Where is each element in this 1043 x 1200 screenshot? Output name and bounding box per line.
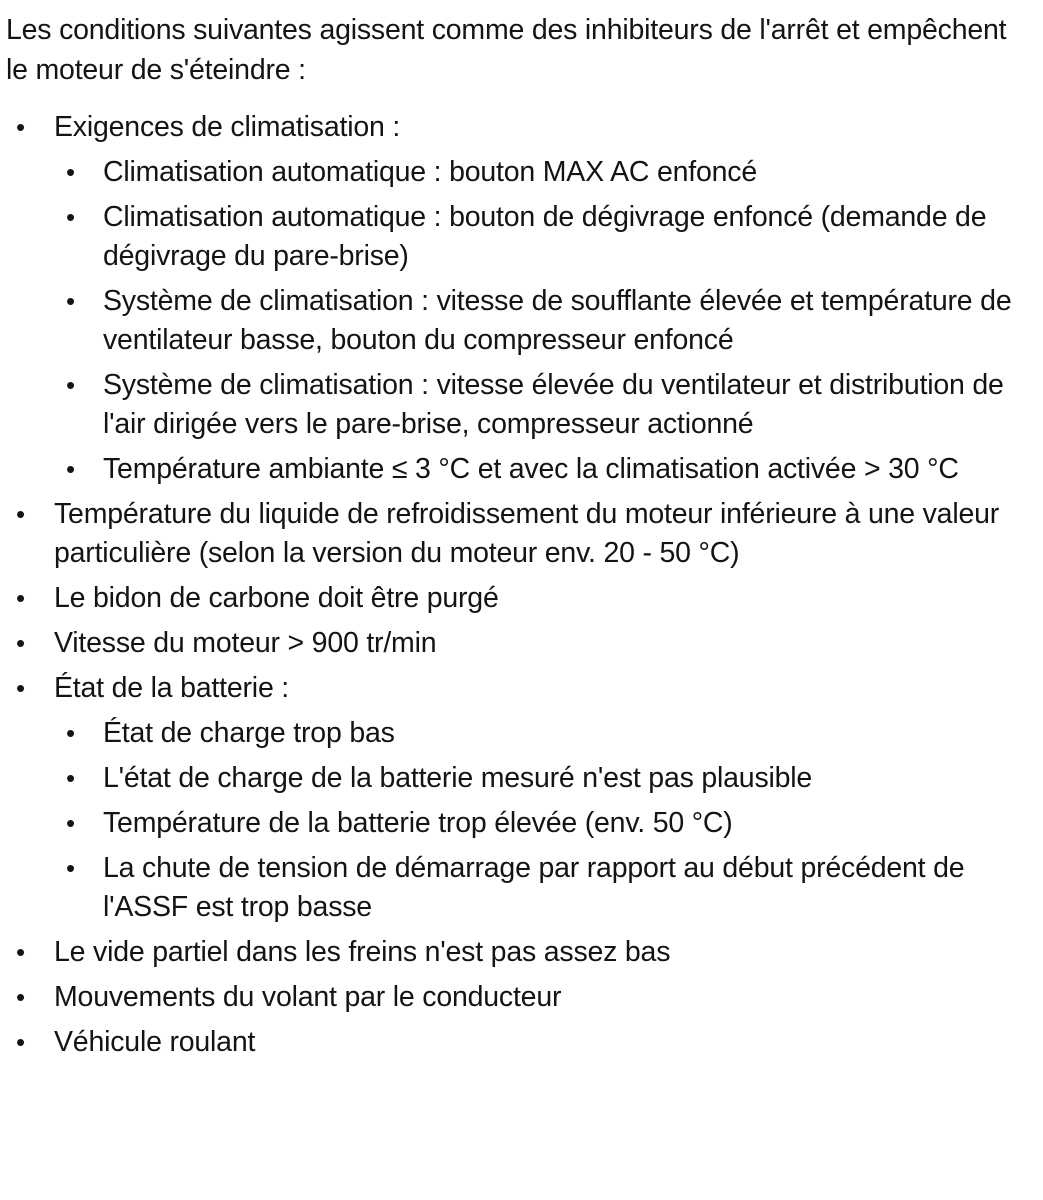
- list-item-text: Température du liquide de refroidissement du moteur inférieure à une valeur particulière (selon la version du moteur env. 20 - 50 °C): [54, 498, 1000, 569]
- list-item-text: État de la batterie :: [54, 672, 290, 704]
- list-item: [0, 579, 1043, 618]
- bullet-icon: •: [16, 628, 25, 658]
- bullet-icon: •: [16, 499, 25, 529]
- list-item-text: Exigences de climatisation :: [54, 111, 401, 143]
- sub-list-item-text: La chute de tension de démarrage par rapport au début précédent de l'ASSF est trop basse: [103, 852, 965, 923]
- sub-list-item-text: Température de la batterie trop élevée (env. 50 °C): [103, 807, 733, 839]
- sub-list-item-text: Température ambiante ≤ 3 °C et avec la climatisation activée > 30 °C: [103, 453, 959, 485]
- list-item: [0, 624, 1043, 663]
- bullet-icon: •: [66, 454, 75, 484]
- sub-list-item-text: Système de climatisation : vitesse élevée du ventilateur et distribution de l'air dirigée vers le pare-brise, compresseur actionné: [103, 369, 1004, 440]
- list-item: [0, 669, 1043, 927]
- list-item-text: Mouvements du volant par le conducteur: [54, 981, 562, 1013]
- sub-list-item-text: Climatisation automatique : bouton MAX AC enfoncé: [103, 156, 757, 188]
- list-item: [0, 495, 1043, 573]
- sub-list: [54, 714, 1043, 927]
- bullet-icon: •: [66, 853, 75, 883]
- sub-list-item-text: État de charge trop bas: [103, 717, 395, 749]
- list-item-text: Le vide partiel dans les freins n'est pas assez bas: [54, 936, 671, 968]
- sub-list-item: [54, 804, 1043, 843]
- bullet-icon: •: [66, 718, 75, 748]
- sub-list-item: [54, 849, 1043, 927]
- list-item-text: Vitesse du moteur > 900 tr/min: [54, 627, 437, 659]
- inhibitor-list: [0, 108, 1043, 1068]
- bullet-icon: •: [66, 763, 75, 793]
- bullet-icon: •: [66, 202, 75, 232]
- sub-list: [54, 153, 1043, 489]
- bullet-icon: •: [16, 937, 25, 967]
- sub-list-item-text: Système de climatisation : vitesse de soufflante élevée et température de ventilateur basse, bouton du compresseur enfoncé: [103, 285, 1012, 356]
- sub-list-item: [54, 450, 1043, 489]
- list-item: [0, 1023, 1043, 1062]
- bullet-icon: •: [66, 286, 75, 316]
- sub-list-item: [54, 282, 1043, 360]
- bullet-icon: •: [66, 157, 75, 187]
- bullet-icon: •: [16, 112, 25, 142]
- sub-list-item-text: Climatisation automatique : bouton de dégivrage enfoncé (demande de dégivrage du pare-brise): [103, 201, 987, 272]
- bullet-icon: •: [16, 583, 25, 613]
- list-item-text: Le bidon de carbone doit être purgé: [54, 582, 499, 614]
- sub-list-item: [54, 366, 1043, 444]
- sub-list-item: [54, 759, 1043, 798]
- sub-list-item-text: L'état de charge de la batterie mesuré n'est pas plausible: [103, 762, 813, 794]
- sub-list-item: [54, 153, 1043, 192]
- bullet-icon: •: [16, 982, 25, 1012]
- intro-paragraph: Les conditions suivantes agissent comme des inhibiteurs de l'arrêt et empêchent le moteur de s'éteindre :: [6, 14, 1007, 86]
- list-item: [0, 978, 1043, 1017]
- list-item: [0, 108, 1043, 489]
- bullet-icon: •: [16, 1027, 25, 1057]
- list-item-text: Véhicule roulant: [54, 1026, 256, 1058]
- bullet-icon: •: [66, 370, 75, 400]
- bullet-icon: •: [66, 808, 75, 838]
- bullet-icon: •: [16, 673, 25, 703]
- list-item: [0, 933, 1043, 972]
- sub-list-item: [54, 198, 1043, 276]
- sub-list-item: [54, 714, 1043, 753]
